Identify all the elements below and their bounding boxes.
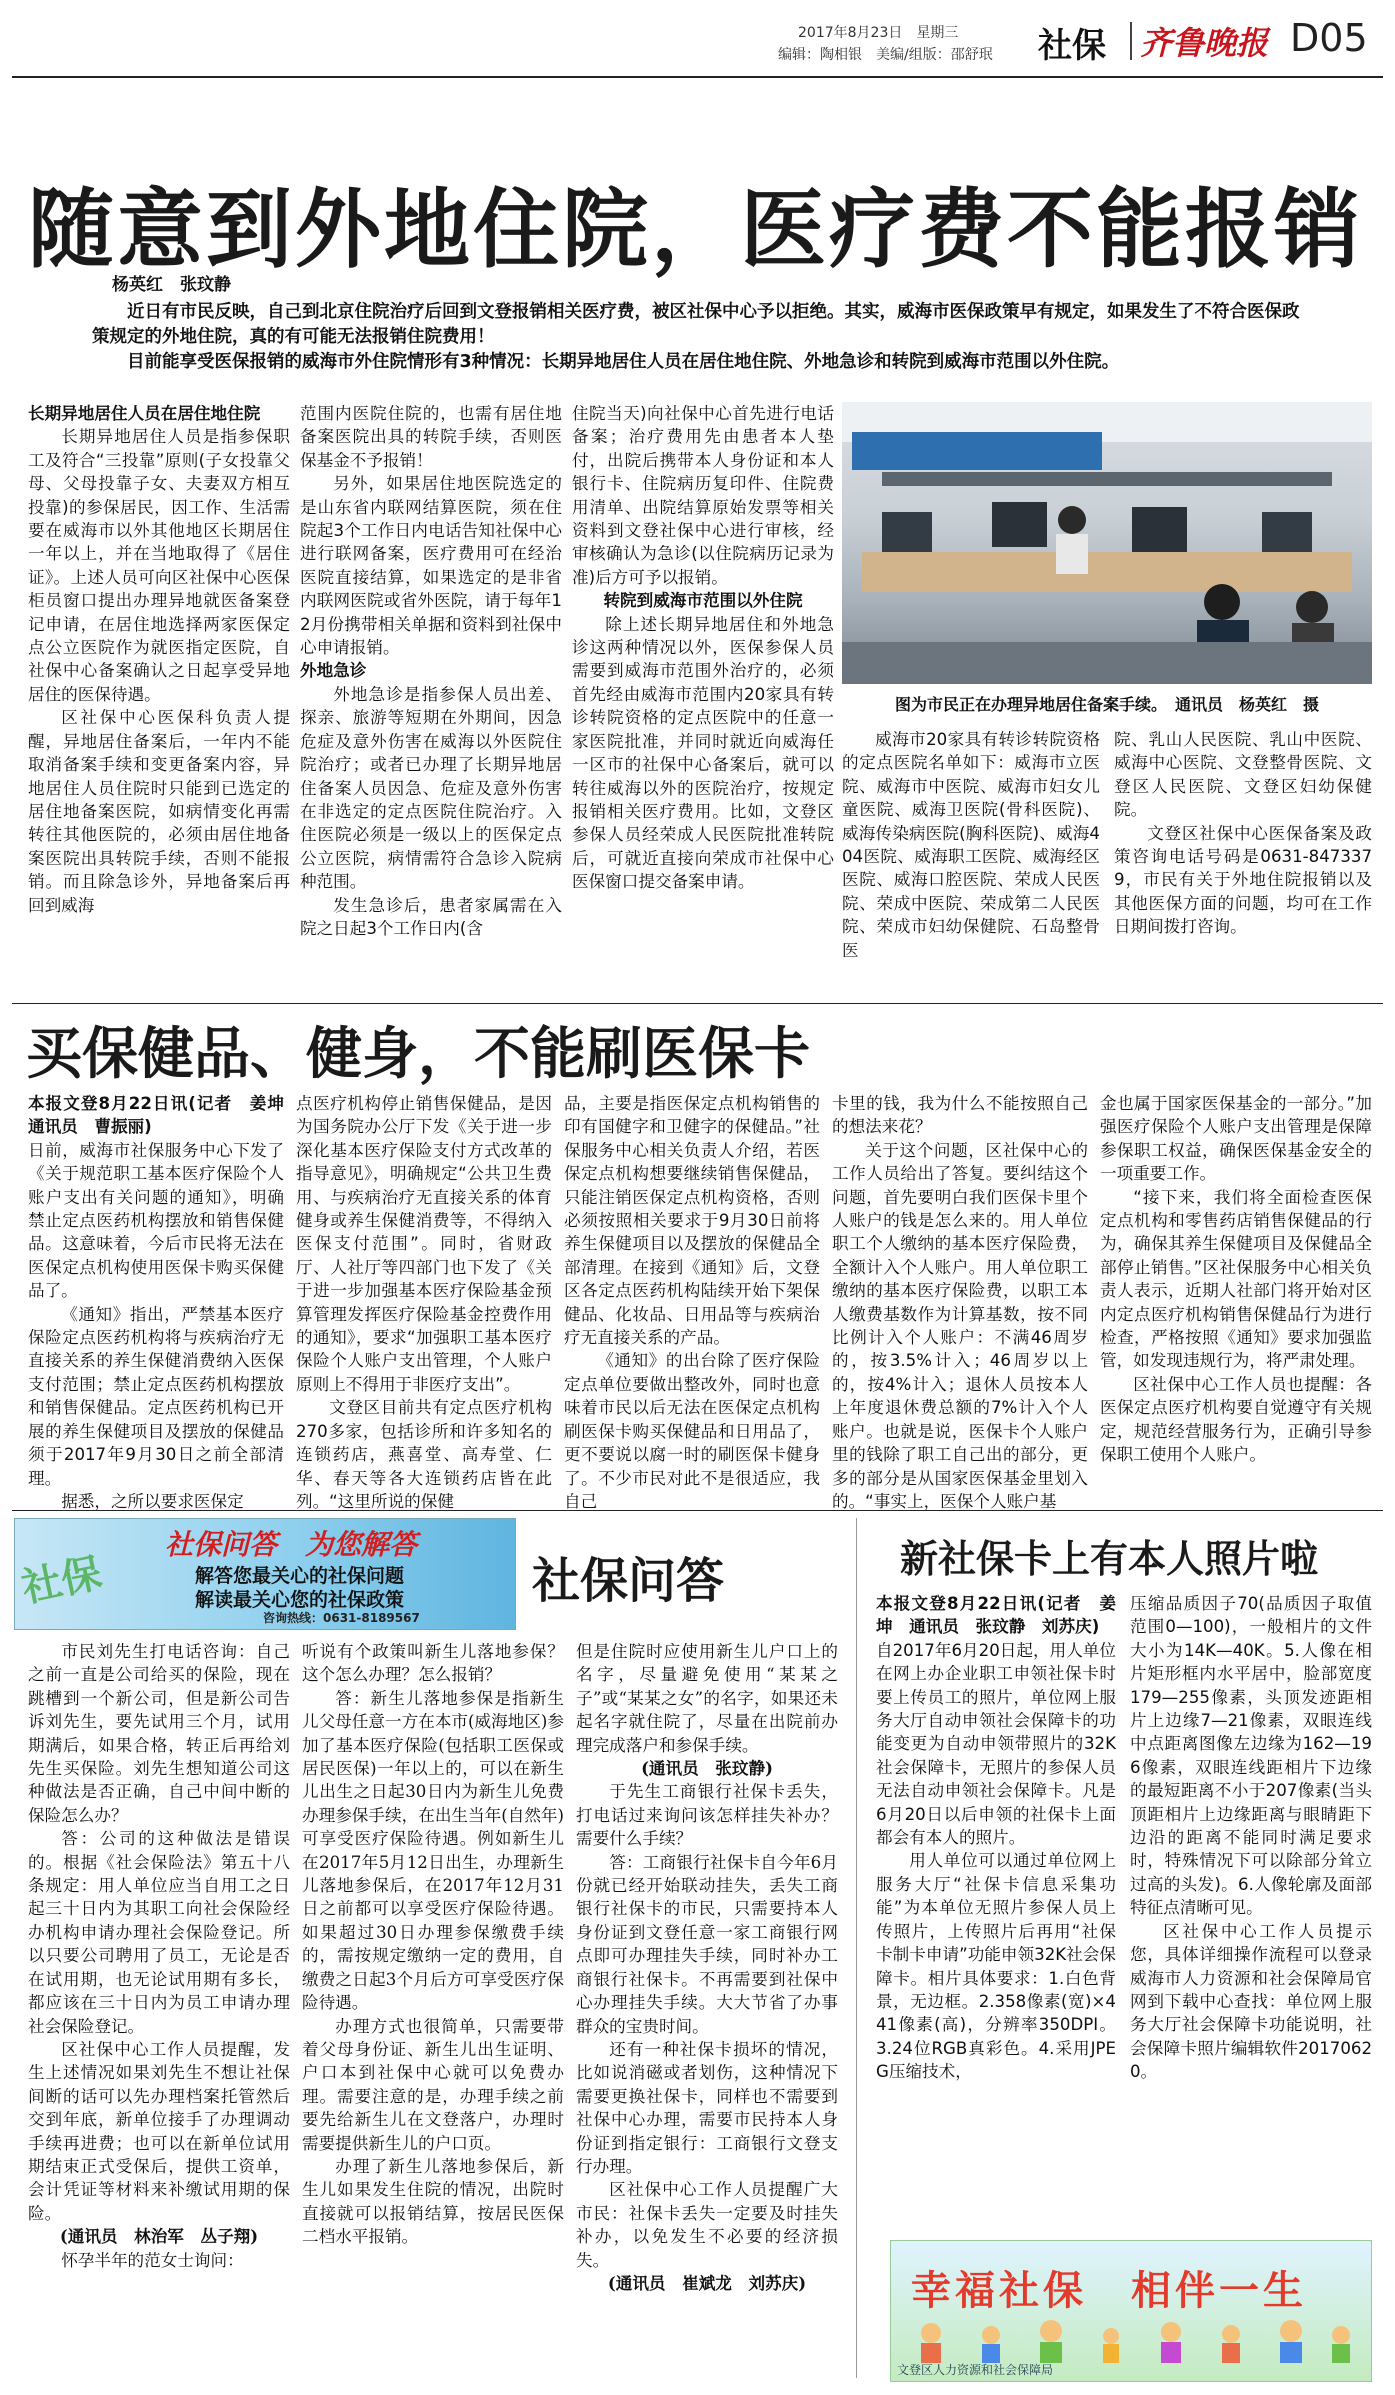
paragraph: 威海市20家具有转诊转院资格的定点医院名单如下：威海市立医院、威海市中医院、威海市妇女儿童医院、威海卫医院(骨科医院)、威海传染病医院(胸科医院)、威海404医院、威海职工医院、威海经区医院、威海口腔医院、荣成人民医院、荣成中医院、荣成第二人民医院、荣成市妇幼保健院、石岛整骨医 [842,730,1100,960]
paragraph: 关于这个问题，区社保中心的工作人员给出了答复。要纠结这个问题，首先要明白我们医保卡里个人账户的钱是怎么来的。用人单位职工个人缴纳的基本医疗保险费，全额计入个人账户。用人单位职工缴纳的基本医疗保险费，以职工本人缴费基数作为计算基数，按不同比例计入个人账户：不满46周岁的，按3.5%计入；46周岁以上的，按4%计入；退休人员按本人上年度退休费总额的7%计入个人账户。也就是说，医保卡个人账户里的钱除了职工自己出的部分，更多的部分是从国家医保基金里划入的。“事实上，医保个人账户基 [832,1140,1088,1511]
article2-headline: 买保健品、健身，不能刷医保卡 [26,1022,810,1087]
signature: (通讯员 崔斌龙 刘苏庆) [607,2272,807,2293]
article1-headline: 随意到外地住院，医疗费不能报销 [28,180,1363,280]
article1-column-3 [572,402,834,992]
paragraph: 《通知》指出，严禁基本医疗保险定点医药机构将与疾病治疗无直接关系的养生保健消费纳入医保支付范围；禁止定点医药机构摆放和销售保健品。定点医药机构已开展的养生保健项目及摆放的保健品须于2017年9月30日之前全部清理。 [28,1304,284,1488]
paragraph: 发生急诊后，患者家属需在入院之日起3个工作日内(含 [300,895,562,938]
paragraph: 范围内医院住院的，也需有居住地备案医院出具的转院手续，否则医保基金不予报销！ [300,404,562,470]
page-number: D05 [1290,16,1368,60]
masthead [0,0,1395,72]
article2-column-4 [832,1092,1088,1511]
paragraph: 区社保中心工作人员提醒广大市民：社保卡丢失一定要及时挂失补办，以免发生不必要的经济损失。 [576,2180,838,2270]
paragraph: 答：公司的这种做法是错误的。根据《社会保险法》第五十八条规定：用人单位应当自用工之日起三十日内为其职工向社会保险经办机构申请办理社会保险登记。所以只要公司聘用了员工，无论是否在试用期，也无论试用期有多长，都应该在三十日内为员工申请办理社会保险登记。 [28,1829,290,2036]
paragraph: 区社保中心医保科负责人提醒，异地居住备案后，一年内不能取消备案手续和变更备案内容，异地居住人员住院时只能到已选定的居住地备案医院，如病情变化再需转往其他医院的，必须由居住地备案医院出具转院手续，否则不能报销。而且除急诊外，异地备案后再回到威海 [28,708,290,915]
qa-banner-line2: 解读最关心您的社保政策 [195,1589,405,1611]
qa-banner-hotline: 咨询热线：0631-8189567 [263,1611,420,1625]
paragraph: 据悉，之所以要求医保定 [61,1491,244,1511]
subheading: 长期异地居住人员在居住地住院 [28,404,261,423]
qa-banner [14,1518,516,1630]
qa-article3-divider [856,1518,857,2378]
article1-column-1 [28,402,290,992]
article1-bottom-rule [12,1003,1383,1004]
paragraph: 区社保中心工作人员提醒，发生上述情况如果刘先生不想让社保间断的话可以先办理档案托管然后交到年底，新单位接手了办理调动手续再进费；也可以在新单位试用期结束正式受保后，提供工资单，会计凭证等材料来补缴试用期的保险。 [28,2039,290,2223]
masthead-rule [12,76,1383,78]
article2-column-2 [296,1092,552,1511]
subheading: 外地急诊 [300,661,367,681]
paragraph: 品，主要是指医保定点机构销售的印有国健字和卫健字的保健品。”社保服务中心相关负责人介绍，若医保定点机构想要继续销售保健品，只能注销医保定点机构资格，否则必须按照相关要求于9月30日前将养生保健项目以及摆放的保健品全部清理。在接到《通知》后，文登区各定点医药机构陆续开始下架保健品、化妆品、日用品等与疾病治疗无直接关系的产品。 [564,1094,820,1348]
paragraph: 点医疗机构停止销售保健品，是因为国务院办公厅下发《关于进一步深化基本医疗保险支付方式改革的指导意见》，明确规定“公共卫生费用、与疾病治疗无直接关系的体育健身或养生保健消费等，不得纳入医保支付范围”。同时，省财政厅、人社厅等四部门也下发了《关于进一步加强基本医疗保险基金预算管理发挥医疗保险基金控费作用的通知》，要求“加强职工基本医疗保险个人账户支出管理，个人账户原则上不得用于非医疗支出”。 [296,1094,552,1394]
paragraph: 怀孕半年的范女士询问： [61,2250,244,2270]
article1-byline: 杨英红 张玟静 [112,275,231,295]
masthead-divider [1130,22,1132,60]
qa-column-1 [28,1640,290,2382]
paragraph: 用人单位可以通过单位网上服务大厅“社保卡信息采集功能”为本单位无照片参保人员上传照片，上传照片后再用“社保卡制卡申请”功能申领32K社会保障卡。相片具体要求：1.白色背景，无边框。2.358像素(宽)×441像素(高)，分辨率350DPI。3.24位RGB真彩色。4.采用JPEG压缩技术， [876,1851,1116,2082]
paragraph: 《通知》的出台除了医疗保险定点单位要做出整改外，同时也意味着市民以后无法在医保定点机构刷医保卡购买保健品和日用品了，更不要说以腐一时的刷医保卡健身了。不少市民对此不是很适应，我自己 [564,1351,820,1511]
paragraph: 于先生工商银行社保卡丢失，打电话过来询问该怎样挂失补办？需要什么手续？ [576,1782,838,1849]
article1-column-4 [842,728,1100,992]
article2-bottom-rule [12,1510,1383,1511]
paragraph: “接下来，我们将全面检查医保定点机构和零售药店销售保健品的行为，确保其养生保健项目及保健品全部停止销售。”区社保服务中心相关负责人表示，近期人社部门将开始对区内定点医疗机构销售保健品行为进行检查，严格按照《通知》要求加强监管，如发现违规行为，将严肃处理。 [1100,1187,1372,1371]
paragraph: 听说有个政策叫新生儿落地参保？这个怎么办理？怎么报销？ [302,1642,564,1685]
editors-line: 编辑：陶相银 美编/组版：邵舒珉 [778,47,993,63]
ad-footer: 文登区人力资源和社会保障局 [897,2363,1054,2377]
qa-banner-side: 社保 [17,1550,106,1612]
article3-column-1 [876,1592,1116,2232]
paragraph: 住院当天)向社保中心首先进行电话备案；治疗费用先由患者本人垫付，出院后携带本人身份证和本人银行卡、住院病历复印件、住院费用清单、出院结算原始发票等相关资料到文登社保中心进行审核，经审核确认为急诊(以住院病历记录为准)后方可予以报销。 [572,404,834,587]
article2-column-3 [564,1092,820,1511]
date-line: 2017年8月23日 星期三 [798,25,959,41]
ad-people-illustration [891,2317,1371,2363]
signature: (通讯员 林治军 丛子翔) [59,2226,259,2247]
article1-lead [92,300,1302,375]
article2-column-1 [28,1092,301,1511]
paragraph: 金也属于国家医保基金的一部分。”加强医疗保险个人账户支出管理是保障参保职工权益，确保医保基金安全的一项重要工作。 [1100,1094,1372,1184]
paragraph: 还有一种社保卡损坏的情况，比如说消磁或者划伤，这种情况下需要更换社保卡，同样也不需要到社保中心办理，需要市民持本人身份证到指定银行：工商银行文登支行办理。 [576,2039,838,2176]
article3-column-2 [1130,1592,1372,2232]
article1-photo [842,402,1372,684]
paragraph: 院、乳山人民医院、乳山中医院、威海中心医院、文登整骨医院、文登区人民医院、文登区妇幼保健院。 [1114,730,1372,820]
paragraph: 办理了新生儿落地参保后，新生儿如果发生住院的情况，出院时直接就可以报销结算，按居民医保二档水平报销。 [302,2156,564,2247]
paragraph: 文登区目前共有定点医疗机构270多家，包括诊所和许多知名的连锁药店，燕喜堂、高寿堂、仁华、春天等各大连锁药店皆在此列。“这里所说的保健 [296,1398,552,1511]
paragraph: 但是住院时应使用新生儿户口上的名字，尽量避免使用“某某之子”或“某某之女”的名字，如果还未起名字就住院了，尽量在出院前办理完成落户和参保手续。 [576,1642,838,1755]
paragraph: 日前，威海市社保服务中心下发了《关于规范职工基本医疗保险个人账户支出有关问题的通知》，明确禁止定点医药机构摆放和销售保健品。这意味着，今后市民将无法在医保定点机构使用医保卡购买保健品了。 [28,1140,284,1301]
paragraph: 外地急诊是指参保人员出差、探亲、旅游等短期在外期间，因急危症及意外伤害在威海以外医院住院治疗；或者已办理了长期异地居住备案人员因急、危症及意外伤害在非选定的定点医院住院治疗。入住医院必须是一级以上的医保定点公立医院，病情需符合急诊入院病种范围。 [300,684,562,892]
paragraph: 办理方式也很简单，只需要带着父母身份证、新生儿出生证明、户口本到社保中心就可以免费办理。需要注意的是，办理手续之前要先给新生儿在文登落户，办理时需要提供新生儿的户口页。 [302,2016,564,2153]
paragraph: 区社保中心工作人员也提醒：各医保定点医疗机构要自觉遵守有关规定，规范经营服务行为，正确引导参保职工使用个人账户。 [1100,1374,1372,1465]
happy-insurance-ad [890,2240,1372,2382]
qa-banner-line1: 解答您最关心的社保问题 [195,1565,405,1587]
article1-lead-1: 近日有市民反映，自己到北京住院治疗后回到文登报销相关医疗费，被区社保中心予以拒绝。其实，威海市医保政策早有规定，如果发生了不符合医保政策规定的外地住院，真的有可能无法报销住院费用！ [92,302,1300,347]
paragraph: 压缩品质因子70(品质因子取值范围0—100)，一般相片的文件大小为14K—40K。5.人像在相片矩形框内水平居中，脸部宽度179—255像素，头顶发迹距相片上边缘7—21像素，双眼连线中点距离图像左边缘为162—196像素，双眼连线距相片下边缘的最短距离不小于207像素(当头顶距相片上边缘距离与眼睛距下边沿的距离不能同时满足要求时，特殊情况下可以除部分耸立过高的头发)。6.人像轮廓及面部特征点清晰可见。 [1130,1594,1372,1918]
subheading: 转院到威海市范围以外住院 [603,591,803,611]
article1-column-5 [1114,728,1372,992]
section-name: 社保 [1038,26,1106,66]
paragraph: 卡里的钱，我为什么不能按照自己的想法来花？ [832,1094,1088,1137]
article1-column-2 [300,402,562,992]
ad-title: 幸福社保 相伴一生 [911,2268,1307,2314]
qa-column-2 [302,1640,564,2382]
qa-headline: 社保问答 [532,1553,725,1609]
article1-photo-caption: 图为市民正在办理异地居住备案手续。 通讯员 杨英红 摄 [894,695,1319,714]
paragraph: 答：工商银行社保卡自今年6月份就已经开始联动挂失，丢失工商银行社保卡的市民，只需要持本人身份证到文登任意一家工商银行网点即可办理挂失手续，同时补办工商银行社保卡。不再需要到社保中心办理挂失手续。大大节省了办事群众的宝贵时间。 [576,1852,838,2036]
article3-headline: 新社保卡上有本人照片啦 [900,1537,1319,1581]
subheading: 本报文登8月22日讯(记者 姜坤 通讯员 曹振丽) [28,1094,301,1137]
paragraph: 答：新生儿落地参保是指新生儿父母任意一方在本市(威海地区)参加了基本医疗保险(包括职工医保或居民医保)一年以上的，可以在新生儿出生之日起30日内为新生儿免费办理参保手续，在出生当年(自然年)可享受医疗保险待遇。例如新生儿在2017年5月12日出生，办理新生儿落地参保后，在2017年12月31日之前都可以享受医疗保险待遇。如果超过30日办理参保缴费手续的，需按规定缴纳一定的费用，自缴费之日起3个月后方可享受医疗保险待遇。 [302,1688,564,2013]
paragraph: 区社保中心工作人员提示您，具体详细操作流程可以登录威海市人力资源和社会保障局官网到下载中心查找：单位网上服务大厅社会保障卡功能说明，社会保障卡照片编辑软件20170620。 [1130,1921,1372,2082]
article1-lead-2: 目前能享受医保报销的威海市外住院情形有3种情况：长期异地居住人员在居住地住院、外地急诊和转院到威海市范围以外住院。 [127,352,1120,372]
subheading: 本报文登8月22日讯(记者 姜坤 通讯员 张玟静 刘苏庆) [876,1594,1116,1637]
paragraph: 除上述长期异地居住和外地急诊这两种情况以外，医保参保人员需要到威海市范围外治疗的，必须首先经由威海市范围内20家具有转诊转院资格的定点医院中的任意一家医院批准，并同时就近向威海任一区市的社保中心备案后，就可以转往威海以外的医院治疗，按规定报销相关医疗费用。比如，文登区参保人员经荣成人民医院批准转院后，可就近直接向荣成市社保中心医保窗口提交备案申请。 [572,614,834,892]
paragraph: 自2017年6月20日起，用人单位在网上办企业职工申领社保卡时要上传员工的照片，单位网上服务大厅自动申领社会保障卡的功能变更为自动申领带照片的32K社会保障卡，无照片的参保人员无法自动申领社会保障卡。凡是6月20日以后申领的社保卡上面都会有本人的照片。 [876,1640,1116,1848]
paragraph: 长期异地居住人员是指参保职工及符合“三投靠”原则(子女投靠父母、父母投靠子女、夫妻双方相互投靠)的参保居民，因工作、生活需要在威海市以外其他地区长期居住一年以上，并在当地取得了《居住证》。上述人员可向区社保中心医保柜员窗口提出办理异地就医备案登记申请，在居住地选择两家医保定点公立医院作为就医指定医院，自社保中心备案确认之日起享受异地居住的医保待遇。 [28,427,290,704]
service-hall-illustration [842,402,1372,684]
qa-column-3 [576,1640,838,2382]
signature: (通讯员 张玟静) [641,1758,773,1779]
article2-column-5 [1100,1092,1372,1502]
newspaper-logo: 齐鲁晚报 [1140,24,1269,62]
qa-banner-title: 社保问答 为您解答 [165,1528,418,1561]
paragraph: 文登区社保中心医保备案及政策咨询电话号码是0631-8473379，市民有关于外地住院报销以及其他医保方面的问题，均可在工作日期间拨打咨询。 [1114,823,1372,937]
paragraph: 另外，如果居住地医院选定的是山东省内联网结算医院，须在住院起3个工作日内电话告知社保中心进行联网备案，医疗费用可在经治医院直接结算，如果选定的是非省内联网医院或省外医院，请于每年12月份携带相关单据和资料到社保中心申请报销。 [300,474,562,658]
paragraph: 市民刘先生打电话咨询：自己之前一直是公司给买的保险，现在跳槽到一个新公司，但是新公司告诉刘先生，要先试用三个月，试用期满后，如果合格，转正后再给刘先生买保险。刘先生想知道公司这种做法是否正确，自己中间中断的保险怎么办？ [28,1642,290,1825]
